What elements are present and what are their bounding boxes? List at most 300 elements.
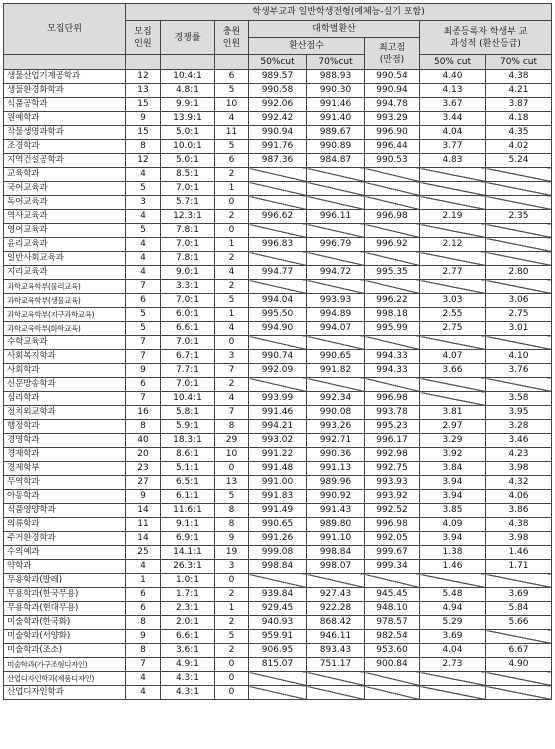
table-row: [4, 672, 552, 686]
cell-score-50cut: [249, 574, 307, 588]
cell-quota: 4: [126, 238, 161, 252]
cell-quota: 7: [126, 336, 161, 350]
table-row: [4, 280, 552, 294]
cell-unit: 사회학과: [4, 364, 126, 378]
cell-score-50cut: 992.09: [249, 364, 307, 378]
cell-filled: 2: [215, 588, 249, 602]
cell-filled: 2: [215, 252, 249, 266]
cell-score-70cut: [307, 168, 365, 182]
cell-best-score: 982.54: [365, 630, 420, 644]
cell-grade-70cut: 4.38: [486, 518, 552, 532]
cell-ratio: 7.8:1: [161, 224, 215, 238]
cell-quota: 9: [126, 112, 161, 126]
cell-best-score: [365, 196, 420, 210]
cell-score-70cut: 993.93: [307, 294, 365, 308]
cell-filled: 1: [215, 602, 249, 616]
cell-grade-70cut: [486, 224, 552, 238]
cell-unit: 조경학과: [4, 140, 126, 154]
cell-quota: 12: [126, 70, 161, 84]
cell-grade-50cut: 3.84: [420, 462, 486, 476]
cell-filled: 6: [215, 154, 249, 168]
cell-ratio: 6.6:1: [161, 322, 215, 336]
cell-quota: 6: [126, 588, 161, 602]
cell-score-70cut: 996.79: [307, 238, 365, 252]
cell-quota: 4: [126, 686, 161, 700]
cell-score-50cut: 990.65: [249, 518, 307, 532]
cell-unit: 미술학과(한국화): [4, 616, 126, 630]
cell-score-50cut: 939.84: [249, 588, 307, 602]
cell-ratio: 9.1:1: [161, 518, 215, 532]
cell-unit: 주거환경학과: [4, 532, 126, 546]
cell-filled: 0: [215, 224, 249, 238]
cell-score-50cut: [249, 672, 307, 686]
cell-score-70cut: [307, 672, 365, 686]
table-row: [4, 168, 552, 182]
cell-score-70cut: 991.46: [307, 98, 365, 112]
table-row: [4, 224, 552, 238]
cell-best-score: 945.45: [365, 588, 420, 602]
cell-score-50cut: 991.83: [249, 490, 307, 504]
cell-best-score: 990.53: [365, 154, 420, 168]
cell-filled: 4: [215, 392, 249, 406]
cell-unit: 수학교육과: [4, 336, 126, 350]
cell-grade-50cut: 3.85: [420, 504, 486, 518]
cell-unit: 식품영양학과: [4, 504, 126, 518]
cell-score-50cut: 992.42: [249, 112, 307, 126]
cell-ratio: 7.0:1: [161, 336, 215, 350]
cell-ratio: 14.1:1: [161, 546, 215, 560]
table-row: [4, 392, 552, 406]
cell-score-50cut: 989.57: [249, 70, 307, 84]
cell-grade-70cut: [486, 196, 552, 210]
cell-ratio: 5.9:1: [161, 420, 215, 434]
cell-quota: 5: [126, 224, 161, 238]
cell-grade-50cut: 1.38: [420, 546, 486, 560]
table-row: [4, 112, 552, 126]
cell-filled: 2: [215, 210, 249, 224]
cell-grade-70cut: 3.01: [486, 322, 552, 336]
cell-best-score: 992.75: [365, 462, 420, 476]
cell-filled: 29: [215, 434, 249, 448]
cell-grade-70cut: 3.98: [486, 462, 552, 476]
cell-ratio: 6.6:1: [161, 630, 215, 644]
cell-filled: 2: [215, 168, 249, 182]
cell-best-score: 993.92: [365, 490, 420, 504]
cell-best-score: 993.29: [365, 112, 420, 126]
cell-grade-70cut: 5.84: [486, 602, 552, 616]
cell-best-score: [365, 252, 420, 266]
cell-best-score: 996.22: [365, 294, 420, 308]
cell-ratio: 7.0:1: [161, 238, 215, 252]
header-ratio-spacer: [161, 55, 215, 70]
cell-grade-50cut: 3.29: [420, 434, 486, 448]
cell-score-70cut: 990.36: [307, 448, 365, 462]
cell-quota: 4: [126, 266, 161, 280]
cell-filled: 5: [215, 490, 249, 504]
cell-filled: 2: [215, 644, 249, 658]
cell-quota: 3: [126, 196, 161, 210]
cell-grade-70cut: [486, 238, 552, 252]
cell-best-score: [365, 336, 420, 350]
cell-score-50cut: [249, 378, 307, 392]
header-50cut: 50%cut: [249, 55, 307, 70]
cell-filled: 9: [215, 532, 249, 546]
cell-score-70cut: 991.13: [307, 462, 365, 476]
cell-best-score: [365, 168, 420, 182]
cell-grade-50cut: 3.66: [420, 364, 486, 378]
cell-ratio: 2.3:1: [161, 602, 215, 616]
cell-best-score: 996.98: [365, 210, 420, 224]
cell-grade-70cut: 2.75: [486, 308, 552, 322]
cell-grade-70cut: 4.06: [486, 490, 552, 504]
cell-unit: 정치외교학과: [4, 406, 126, 420]
cell-ratio: 5.0:1: [161, 154, 215, 168]
cell-score-50cut: 991.22: [249, 448, 307, 462]
cell-grade-50cut: [420, 196, 486, 210]
cell-score-50cut: 815.07: [249, 658, 307, 672]
cell-grade-70cut: [486, 252, 552, 266]
header-grade-50cut: 50% cut: [420, 55, 486, 70]
cell-quota: 5: [126, 308, 161, 322]
cell-ratio: 4.3:1: [161, 672, 215, 686]
cell-grade-70cut: 4.35: [486, 126, 552, 140]
cell-score-50cut: 940.93: [249, 616, 307, 630]
cell-filled: 3: [215, 560, 249, 574]
cell-score-50cut: 993.02: [249, 434, 307, 448]
cell-quota: 14: [126, 532, 161, 546]
cell-best-score: 999.34: [365, 560, 420, 574]
cell-filled: 0: [215, 336, 249, 350]
table-row: [4, 322, 552, 336]
cell-unit: 무용학과(현대무용): [4, 602, 126, 616]
cell-ratio: 4.8:1: [161, 84, 215, 98]
cell-grade-50cut: [420, 574, 486, 588]
cell-filled: 0: [215, 658, 249, 672]
cell-grade-50cut: 2.73: [420, 658, 486, 672]
cell-grade-50cut: [420, 672, 486, 686]
cell-score-50cut: 991.48: [249, 462, 307, 476]
cell-unit: 지리교육과: [4, 266, 126, 280]
cell-grade-70cut: 3.86: [486, 504, 552, 518]
cell-unit: 생물산업기계공학과: [4, 70, 126, 84]
cell-quota: 14: [126, 504, 161, 518]
cell-score-70cut: [307, 224, 365, 238]
cell-filled: 7: [215, 364, 249, 378]
cell-score-70cut: [307, 280, 365, 294]
cell-quota: 6: [126, 602, 161, 616]
cell-quota: 7: [126, 280, 161, 294]
cell-best-score: 996.98: [365, 392, 420, 406]
cell-score-50cut: [249, 168, 307, 182]
table-row: [4, 602, 552, 616]
cell-filled: 1: [215, 308, 249, 322]
cell-grade-50cut: [420, 168, 486, 182]
cell-grade-50cut: [420, 378, 486, 392]
table-row: [4, 630, 552, 644]
cell-score-70cut: [307, 252, 365, 266]
cell-score-70cut: [307, 182, 365, 196]
cell-score-70cut: 990.89: [307, 140, 365, 154]
cell-ratio: 5.8:1: [161, 406, 215, 420]
table-row: [4, 658, 552, 672]
header-final: 최종등록자 학생부 교과성적 (환산등급): [420, 21, 552, 55]
cell-filled: 2: [215, 280, 249, 294]
table-row: [4, 140, 552, 154]
cell-score-70cut: 993.26: [307, 420, 365, 434]
cell-unit: 작물생명과학과: [4, 126, 126, 140]
cell-best-score: 999.67: [365, 546, 420, 560]
cell-ratio: 5.7:1: [161, 196, 215, 210]
cell-grade-50cut: 3.94: [420, 490, 486, 504]
cell-unit: 무용학과(발레): [4, 574, 126, 588]
cell-quota: 4: [126, 252, 161, 266]
cell-score-50cut: 995.50: [249, 308, 307, 322]
cell-score-50cut: 991.00: [249, 476, 307, 490]
header-filled: 충원 인원: [215, 21, 249, 55]
cell-best-score: 996.44: [365, 140, 420, 154]
cell-unit: 과학교육학부(생물교육): [4, 294, 126, 308]
cell-grade-70cut: 4.90: [486, 658, 552, 672]
cell-unit: 국어교육과: [4, 182, 126, 196]
cell-score-70cut: 751.17: [307, 658, 365, 672]
cell-unit: 영어교육과: [4, 224, 126, 238]
table-row: [4, 308, 552, 322]
cell-quota: 4: [126, 672, 161, 686]
cell-best-score: 994.33: [365, 364, 420, 378]
cell-score-50cut: [249, 224, 307, 238]
table-row: [4, 126, 552, 140]
table-row: [4, 560, 552, 574]
cell-filled: 0: [215, 196, 249, 210]
cell-best-score: 995.99: [365, 322, 420, 336]
cell-grade-70cut: 3.46: [486, 434, 552, 448]
cell-filled: 2: [215, 616, 249, 630]
cell-quota: 8: [126, 140, 161, 154]
cell-grade-70cut: 3.69: [486, 588, 552, 602]
cell-score-70cut: 922.28: [307, 602, 365, 616]
cell-unit: 식품공학과: [4, 98, 126, 112]
cell-ratio: 6.7:1: [161, 350, 215, 364]
cell-unit: 경제학과: [4, 448, 126, 462]
cell-filled: 19: [215, 546, 249, 560]
cell-quota: 8: [126, 420, 161, 434]
cell-score-50cut: 990.58: [249, 84, 307, 98]
cell-ratio: 7.8:1: [161, 252, 215, 266]
cell-unit: 원예학과: [4, 112, 126, 126]
cell-quota: 7: [126, 392, 161, 406]
cell-best-score: [365, 686, 420, 700]
cell-best-score: 995.23: [365, 420, 420, 434]
cell-ratio: 6.5:1: [161, 476, 215, 490]
cell-filled: 13: [215, 476, 249, 490]
cell-grade-70cut: 5.66: [486, 616, 552, 630]
table-row: [4, 588, 552, 602]
header-unit-spacer: [4, 55, 126, 70]
cell-ratio: 3.3:1: [161, 280, 215, 294]
cell-ratio: 4.9:1: [161, 658, 215, 672]
cell-grade-50cut: 4.13: [420, 84, 486, 98]
cell-quota: 4: [126, 560, 161, 574]
cell-best-score: [365, 280, 420, 294]
cell-grade-70cut: 4.10: [486, 350, 552, 364]
cell-unit: 경제학부: [4, 462, 126, 476]
table-row: [4, 294, 552, 308]
cell-ratio: 1.0:1: [161, 574, 215, 588]
cell-quota: 25: [126, 546, 161, 560]
cell-ratio: 13.9:1: [161, 112, 215, 126]
cell-best-score: 992.52: [365, 504, 420, 518]
cell-ratio: 7.0:1: [161, 378, 215, 392]
table-row: [4, 434, 552, 448]
cell-grade-70cut: 3.28: [486, 420, 552, 434]
cell-best-score: 948.10: [365, 602, 420, 616]
cell-score-50cut: 906.95: [249, 644, 307, 658]
table-body: [4, 70, 552, 700]
cell-best-score: 996.90: [365, 126, 420, 140]
cell-unit: 경영학과: [4, 434, 126, 448]
cell-quota: 6: [126, 294, 161, 308]
cell-grade-70cut: 4.02: [486, 140, 552, 154]
header-quota-spacer: [126, 55, 161, 70]
cell-ratio: 11.6:1: [161, 504, 215, 518]
cell-score-70cut: [307, 336, 365, 350]
cell-score-70cut: 989.67: [307, 126, 365, 140]
cell-quota: 15: [126, 126, 161, 140]
cell-score-70cut: 990.92: [307, 490, 365, 504]
cell-score-70cut: 893.43: [307, 644, 365, 658]
cell-quota: 13: [126, 84, 161, 98]
cell-grade-50cut: 3.81: [420, 406, 486, 420]
cell-ratio: 18.3:1: [161, 434, 215, 448]
cell-unit: 지역건설공학과: [4, 154, 126, 168]
cell-grade-50cut: 3.94: [420, 476, 486, 490]
cell-grade-70cut: 5.24: [486, 154, 552, 168]
cell-grade-70cut: 3.87: [486, 98, 552, 112]
cell-grade-70cut: [486, 168, 552, 182]
cell-ratio: 5.1:1: [161, 462, 215, 476]
cell-score-50cut: 991.26: [249, 532, 307, 546]
cell-quota: 40: [126, 434, 161, 448]
table-row: [4, 420, 552, 434]
cell-unit: 생물환경화학과: [4, 84, 126, 98]
cell-unit: 미술학과(가구조형디자인): [4, 658, 126, 672]
cell-grade-70cut: 1.46: [486, 546, 552, 560]
cell-grade-70cut: 6.67: [486, 644, 552, 658]
cell-unit: 아동학과: [4, 490, 126, 504]
cell-quota: 20: [126, 448, 161, 462]
cell-filled: 8: [215, 504, 249, 518]
cell-filled: 1: [215, 238, 249, 252]
cell-score-50cut: 987.36: [249, 154, 307, 168]
cell-ratio: 7.0:1: [161, 294, 215, 308]
table-row: [4, 196, 552, 210]
cell-grade-50cut: 4.83: [420, 154, 486, 168]
cell-grade-50cut: 4.04: [420, 126, 486, 140]
cell-ratio: 6.1:1: [161, 490, 215, 504]
cell-filled: 0: [215, 462, 249, 476]
cell-grade-70cut: [486, 378, 552, 392]
cell-grade-50cut: 3.92: [420, 448, 486, 462]
admission-results-table: [3, 3, 552, 700]
cell-best-score: 994.33: [365, 350, 420, 364]
cell-grade-50cut: 3.67: [420, 98, 486, 112]
cell-score-50cut: 996.62: [249, 210, 307, 224]
cell-grade-50cut: 3.44: [420, 112, 486, 126]
cell-grade-70cut: [486, 672, 552, 686]
cell-ratio: 10.4:1: [161, 392, 215, 406]
cell-score-70cut: 984.87: [307, 154, 365, 168]
cell-best-score: [365, 224, 420, 238]
cell-score-70cut: 991.82: [307, 364, 365, 378]
cell-quota: 7: [126, 658, 161, 672]
cell-unit: 과학교육학부(지구과학교육): [4, 308, 126, 322]
cell-score-50cut: [249, 252, 307, 266]
cell-ratio: 9.0:1: [161, 266, 215, 280]
cell-score-70cut: 991.10: [307, 532, 365, 546]
cell-score-70cut: [307, 574, 365, 588]
cell-best-score: 993.93: [365, 476, 420, 490]
header-filled-spacer: [215, 55, 249, 70]
cell-score-50cut: 990.74: [249, 350, 307, 364]
cell-grade-50cut: 2.12: [420, 238, 486, 252]
header-group-title: 학생부교과 일반학생전형(예체능-실기 포함): [126, 4, 552, 21]
cell-quota: 23: [126, 462, 161, 476]
cell-grade-50cut: [420, 182, 486, 196]
cell-unit: 과학교육학부(화학교육): [4, 322, 126, 336]
cell-score-50cut: 994.21: [249, 420, 307, 434]
cell-unit: 사회복지학과: [4, 350, 126, 364]
cell-score-70cut: [307, 378, 365, 392]
cell-unit: 산업디자인학과: [4, 686, 126, 700]
cell-unit: 과학교육학부(물리교육): [4, 280, 126, 294]
cell-score-70cut: 994.72: [307, 266, 365, 280]
cell-grade-50cut: 2.77: [420, 266, 486, 280]
cell-ratio: 6.9:1: [161, 532, 215, 546]
cell-quota: 9: [126, 364, 161, 378]
cell-best-score: 990.54: [365, 70, 420, 84]
cell-quota: 16: [126, 406, 161, 420]
cell-score-70cut: 991.40: [307, 112, 365, 126]
cell-grade-70cut: [486, 336, 552, 350]
cell-score-70cut: 989.96: [307, 476, 365, 490]
cell-score-70cut: 992.34: [307, 392, 365, 406]
cell-grade-70cut: [486, 280, 552, 294]
cell-best-score: 993.78: [365, 406, 420, 420]
header-best: 최고점 (만점): [365, 38, 420, 70]
cell-score-70cut: 868.42: [307, 616, 365, 630]
cell-grade-50cut: [420, 392, 486, 406]
cell-score-70cut: 988.93: [307, 70, 365, 84]
table-row: [4, 644, 552, 658]
cell-best-score: 996.98: [365, 518, 420, 532]
cell-grade-50cut: 2.55: [420, 308, 486, 322]
cell-ratio: 8.6:1: [161, 448, 215, 462]
cell-score-70cut: 927.43: [307, 588, 365, 602]
cell-grade-70cut: 4.18: [486, 112, 552, 126]
cell-unit: 무역학과: [4, 476, 126, 490]
cell-score-50cut: [249, 336, 307, 350]
cell-score-50cut: 994.04: [249, 294, 307, 308]
cell-filled: 7: [215, 406, 249, 420]
cell-quota: 11: [126, 518, 161, 532]
header-70cut: 70%cut: [307, 55, 365, 70]
table-row: [4, 406, 552, 420]
cell-filled: 4: [215, 322, 249, 336]
cell-score-50cut: [249, 182, 307, 196]
cell-score-70cut: [307, 686, 365, 700]
cell-unit: 수의예과: [4, 546, 126, 560]
table-row: [4, 490, 552, 504]
